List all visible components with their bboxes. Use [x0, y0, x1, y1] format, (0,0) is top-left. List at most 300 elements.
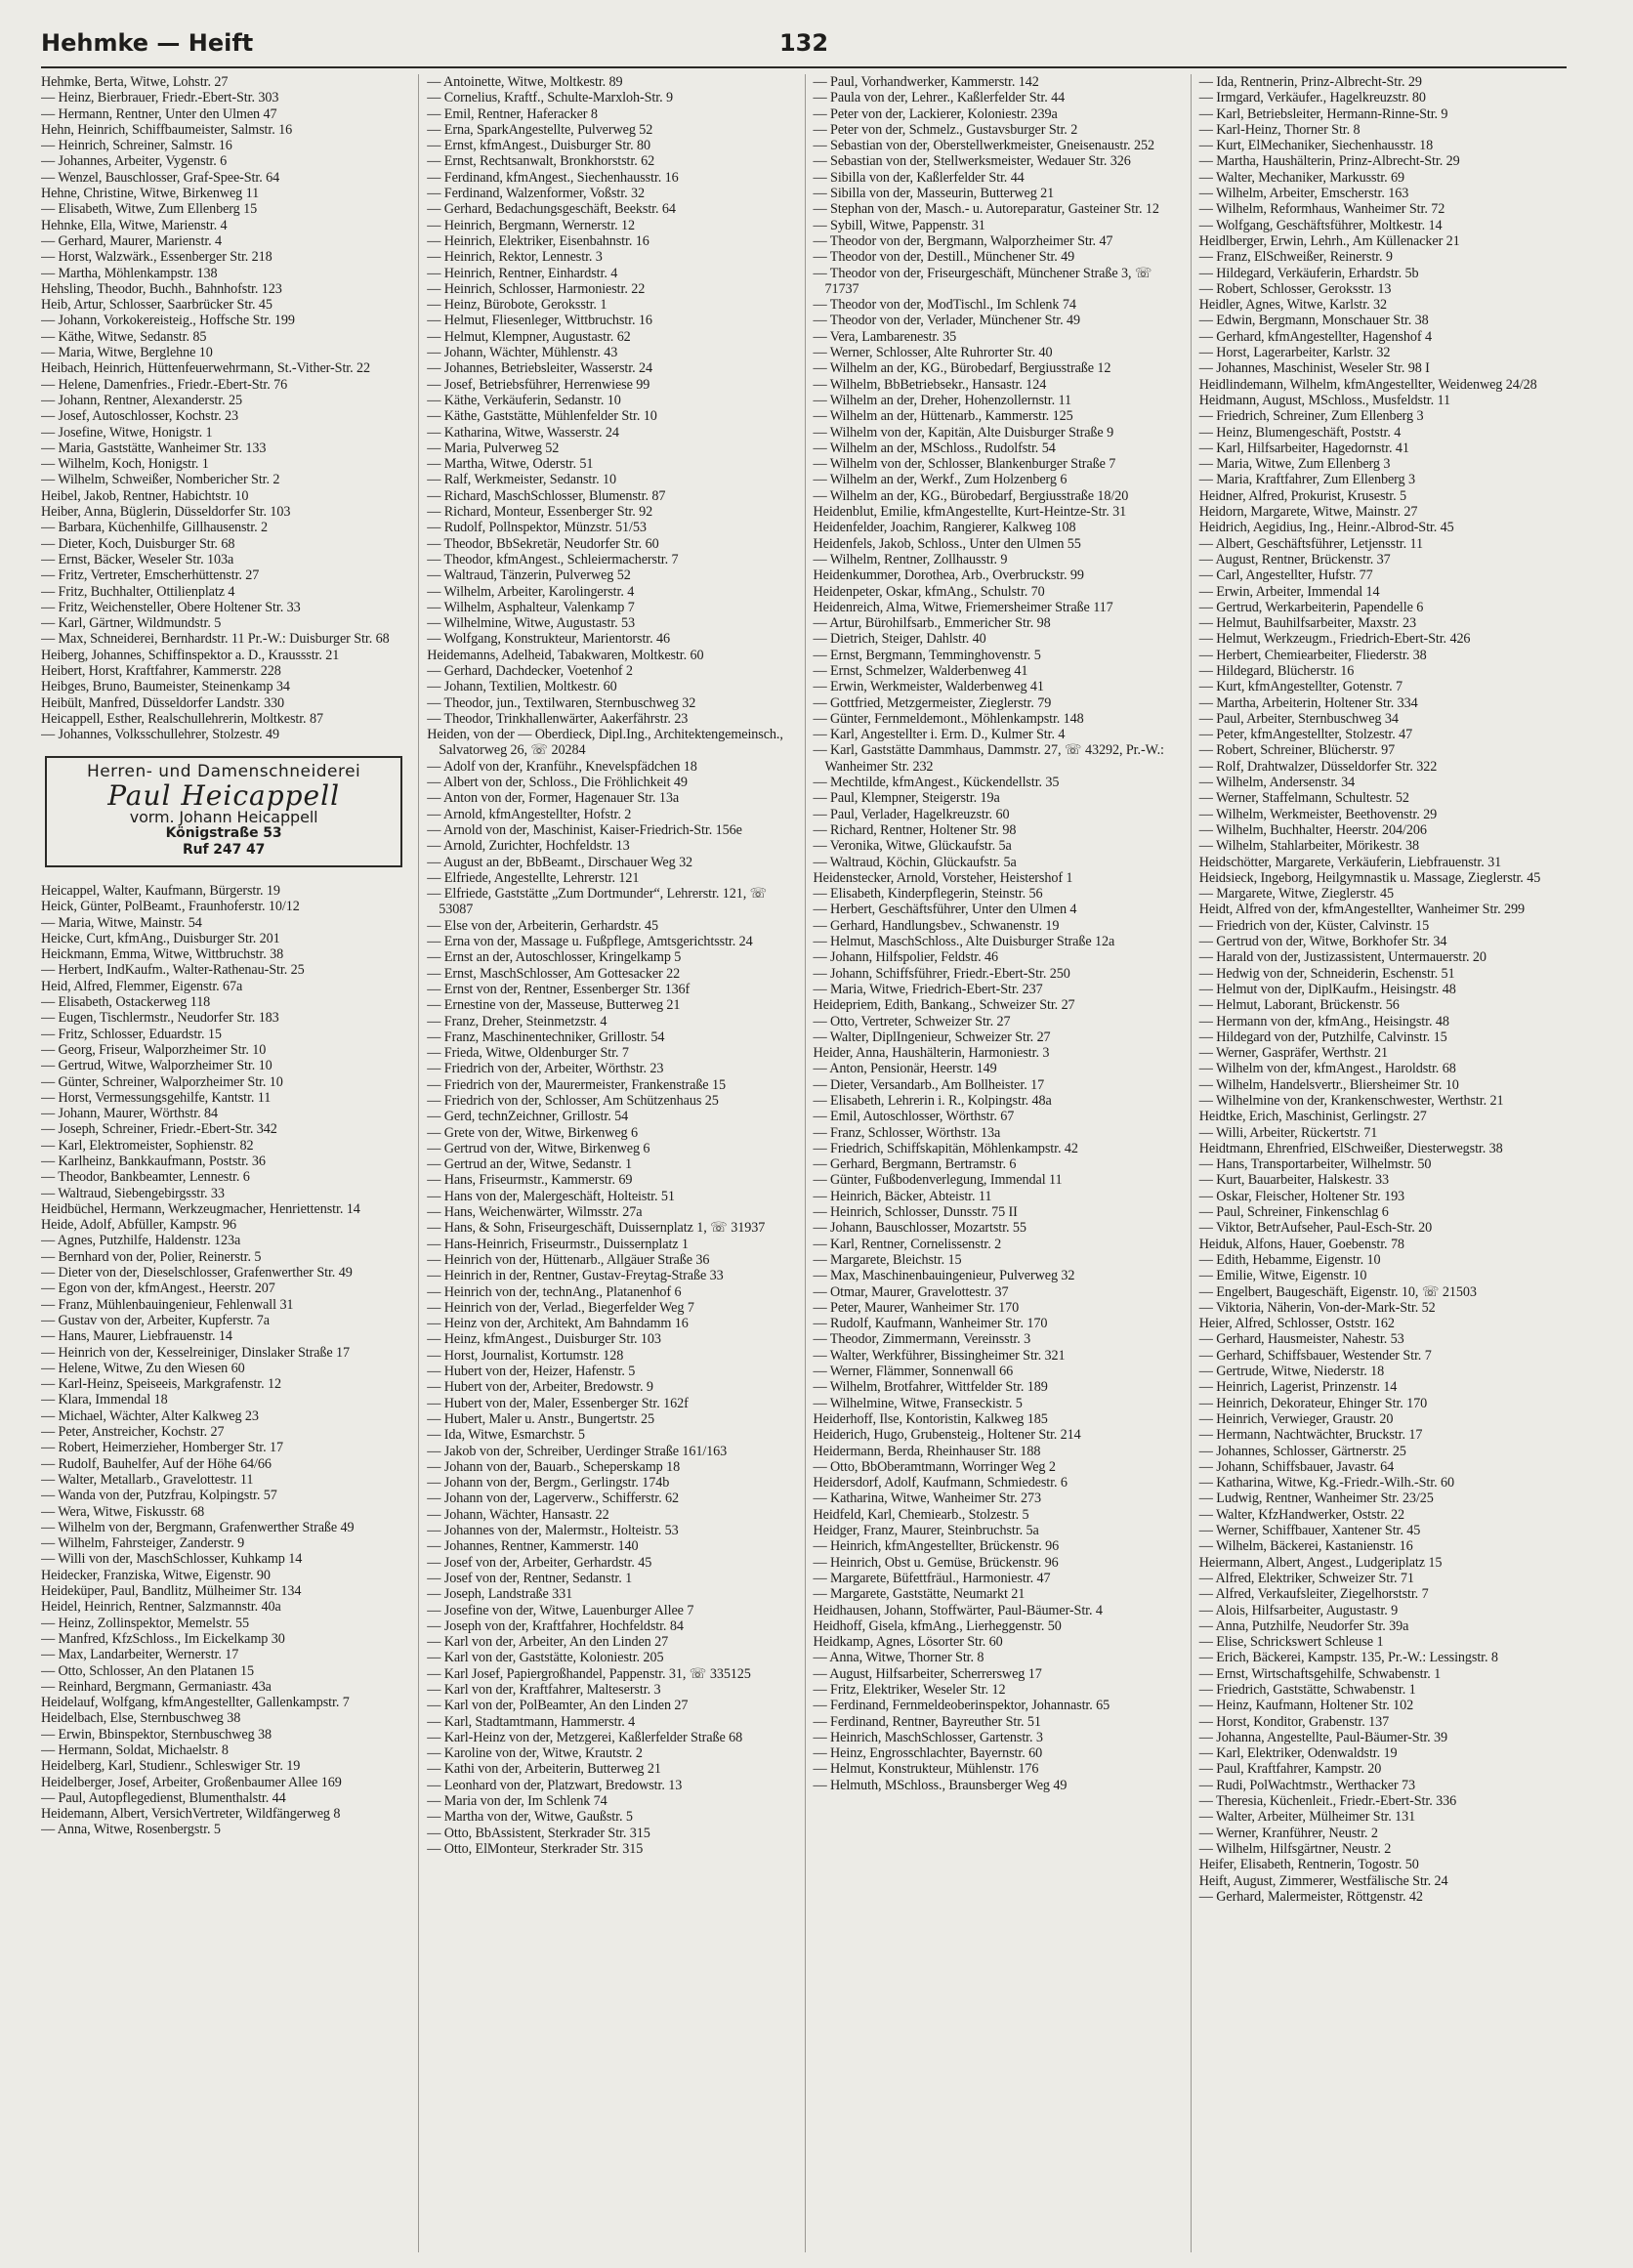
directory-entry: — Horst, Konditor, Grabenstr. 137 — [1198, 1713, 1390, 1730]
directory-entry: — Josef von der, Arbeiter, Gerhardstr. 45 — [427, 1554, 652, 1571]
directory-entry: — Erna, SparkAngestellte, Pulverweg 52 — [427, 121, 653, 138]
directory-entry: — Ernst, Bergmann, Temminghovenstr. 5 — [813, 647, 1041, 663]
directory-entry: — Max, Schneiderei, Bernhardstr. 11 Pr.-W.: Duisburger Str. 68 — [41, 631, 390, 648]
directory-entry: Hehn, Heinrich, Schiffbaumeister, Salmstr. 16 — [41, 121, 293, 138]
directory-entry: — Ernst von der, Rentner, Essenberger Str. 136f — [427, 981, 691, 997]
directory-entry: — Horst, Walzwärk., Essenberger Str. 218 — [41, 249, 272, 266]
directory-entry: — Ernst, Wirtschaftsgehilfe, Schwabenstr. 1 — [1198, 1665, 1442, 1682]
directory-entry: — Bernhard von der, Polier, Reinerstr. 5 — [41, 1248, 262, 1265]
directory-entry: — Wolfgang, Konstrukteur, Marientorstr. 46 — [427, 631, 671, 648]
directory-entry: — Otto, BbOberamtmann, Worringer Weg 2 — [813, 1458, 1056, 1475]
directory-entry: — Rudolf, Kaufmann, Wanheimer Str. 170 — [813, 1316, 1048, 1332]
directory-entry: — Johann von der, Bauarb., Scheperskamp 18 — [427, 1458, 681, 1475]
directory-entry: — Margarete, Gaststätte, Neumarkt 21 — [813, 1586, 1026, 1603]
directory-entry: — Kathi von der, Arbeiterin, Butterweg 21 — [427, 1761, 661, 1778]
directory-entry: — Wilhelmine, Witwe, Franseckistr. 5 — [813, 1395, 1023, 1411]
directory-entry: Heidrich, Aegidius, Ing., Heinr.-Albrod-Str. 45 — [1198, 520, 1454, 536]
directory-entry: — Maria, Witwe, Zum Ellenberg 3 — [1198, 456, 1391, 473]
directory-entry: — Rudolf, Bauhelfer, Auf der Höhe 64/66 — [41, 1455, 272, 1472]
directory-entry: Heidmann, August, MSchloss., Musfeldstr. 11 — [1198, 392, 1451, 408]
directory-entry: Heideküper, Paul, Bandlitz, Mülheimer Str. 134 — [41, 1583, 302, 1600]
directory-entry: — Heinz, Bierbrauer, Friedr.-Ebert-Str. 303 — [41, 90, 279, 106]
directory-entry: Heiberg, Johannes, Schiffinspektor a. D., Kraussstr. 21 — [41, 647, 340, 663]
directory-entry: — Johann, Bauschlosser, Mozartstr. 55 — [813, 1220, 1026, 1237]
directory-entry: — Hubert, Maler u. Anstr., Bungertstr. 25 — [427, 1410, 654, 1427]
directory-entry: — Walter, DiplIngenieur, Schweizer Str. 27 — [813, 1029, 1051, 1045]
directory-entry: — Walter, KfzHandwerker, Oststr. 22 — [1198, 1506, 1405, 1523]
directory-entry: — Arnold, Zurichter, Hochfeldstr. 13 — [427, 838, 630, 855]
directory-entry: — Barbara, Küchenhilfe, Gillhausenstr. 2 — [41, 520, 268, 536]
ad-signature: Paul Heicappell — [107, 778, 341, 812]
directory-entry: — Richard, Rentner, Holtener Str. 98 — [813, 821, 1017, 838]
directory-entry: — Albert, Geschäftsführer, Letjensstr. 11 — [1198, 535, 1423, 552]
directory-entry: — Wilhelm, Koch, Honigstr. 1 — [41, 456, 209, 473]
directory-entry: — Martha, Möhlenkampstr. 138 — [41, 265, 218, 281]
directory-entry: — Ernst an der, Autoschlosser, Kringelkamp 5 — [427, 949, 682, 966]
directory-entry: — Wilhelm, Andersenstr. 34 — [1198, 775, 1356, 791]
directory-entry: — Wilhelm, Reformhaus, Wanheimer Str. 72 — [1198, 201, 1445, 218]
directory-entry: — Johann, Wächter, Mühlenstr. 43 — [427, 345, 618, 361]
directory-entry: — Ernst, Bäcker, Weseler Str. 103a — [41, 551, 234, 567]
directory-entry: Heibel, Jakob, Rentner, Habichtstr. 10 — [41, 487, 249, 504]
directory-entry: — Johannes, Volksschullehrer, Stolzestr. 49 — [41, 727, 280, 743]
directory-entry: — Elisabeth, Ostackerweg 118 — [41, 994, 211, 1011]
directory-entry: — Hans, & Sohn, Friseurgeschäft, Duissernplatz 1, ☏ 31937 — [427, 1220, 766, 1237]
directory-entry: — Heinrich, Verwieger, Graustr. 20 — [1198, 1410, 1394, 1427]
directory-entry: — Johannes, Maschinist, Weseler Str. 98 I — [1198, 360, 1430, 377]
directory-entry: Heidenblut, Emilie, kfmAngestellte, Kurt-Heintze-Str. 31 — [813, 504, 1127, 521]
directory-entry: — Theodor von der, Friseurgeschäft, Münchener Straße 3, ☏ 71737 — [813, 265, 1152, 297]
directory-entry: — Mechtilde, kfmAngest., Kückendellstr. 35 — [813, 775, 1060, 791]
directory-entry: — Werner, Schiffbauer, Xantener Str. 45 — [1198, 1523, 1421, 1539]
directory-entry: — Dietrich, Steiger, Dahlstr. 40 — [813, 631, 986, 648]
page-header — [41, 25, 1567, 68]
directory-entry: — Paul, Verlader, Hagelkreuzstr. 60 — [813, 806, 1010, 822]
directory-entry: — Josef, Autoschlosser, Kochstr. 23 — [41, 408, 239, 425]
directory-entry: — Gertrude, Witwe, Niederstr. 18 — [1198, 1364, 1385, 1380]
directory-entry: — Ernst, kfmAngest., Duisburger Str. 80 — [427, 138, 650, 154]
directory-entry: — Theodor von der, ModTischl., Im Schlenk 74 — [813, 297, 1076, 314]
directory-entry: — Max, Maschinenbauingenieur, Pulverweg 32 — [813, 1268, 1075, 1284]
directory-entry: — Hubert von der, Arbeiter, Bredowstr. 9 — [427, 1379, 653, 1396]
directory-entry: Heidorn, Margarete, Witwe, Mainstr. 27 — [1198, 504, 1418, 521]
directory-entry: — Anton, Pensionär, Heerstr. 149 — [813, 1061, 997, 1077]
directory-entry: — Wilhelm an der, KG., Bürobedarf, Bergiusstraße 18/20 — [813, 487, 1129, 504]
directory-entry: — Maria, Witwe, Friedrich-Ebert-Str. 237 — [813, 981, 1043, 997]
directory-entry: — Johanna, Angestellte, Paul-Bäumer-Str. 39 — [1198, 1729, 1448, 1745]
directory-entry: — Alfred, Elektriker, Schweizer Str. 71 — [1198, 1570, 1414, 1586]
directory-entry: — Walter, Metallarb., Gravelottestr. 11 — [41, 1471, 254, 1488]
directory-entry: Heibach, Heinrich, Hüttenfeuerwehrmann, St.-Vither-Str. 22 — [41, 360, 371, 377]
directory-entry: — Ferdinand, Walzenformer, Voßstr. 32 — [427, 186, 645, 202]
directory-entry: — Kurt, Bauarbeiter, Halskestr. 33 — [1198, 1172, 1389, 1189]
directory-entry: — Hildegard, Blücherstr. 16 — [1198, 662, 1355, 679]
directory-entry: — Else von der, Arbeiterin, Gerhardstr. 45 — [427, 917, 659, 934]
directory-entry: — Gerhard, Handlungsbev., Schwanenstr. 19 — [813, 917, 1060, 934]
directory-entry: — Wenzel, Bauschlosser, Graf-Spee-Str. 64 — [41, 169, 280, 186]
column-2 — [418, 74, 794, 2252]
directory-entry: — Wilhelm an der, KG., Bürobedarf, Bergiusstraße 12 — [813, 360, 1111, 377]
directory-entry: — Helmut, Klempner, Augustastr. 62 — [427, 328, 631, 345]
directory-entry: — Josefine von der, Witwe, Lauenburger Allee 7 — [427, 1602, 694, 1618]
directory-entry: — Helmuth, MSchloss., Braunsberger Weg 49 — [813, 1777, 1068, 1793]
directory-entry: — Albert von der, Schloss., Die Fröhlichkeit 49 — [427, 775, 688, 791]
directory-entry: Heidsieck, Ingeborg, Heilgymnastik u. Massage, Zieglerstr. 45 — [1198, 869, 1541, 886]
directory-entry: — Maria, Pulverweg 52 — [427, 440, 560, 456]
directory-entry: — Margarete, Bleichstr. 15 — [813, 1251, 962, 1268]
directory-entry: — Helmut, Bauhilfsarbeiter, Maxstr. 23 — [1198, 615, 1416, 632]
directory-entry: — Viktoria, Näherin, Von-der-Mark-Str. 52 — [1198, 1299, 1436, 1316]
directory-entry: — Fritz, Vertreter, Emscherhüttenstr. 27 — [41, 567, 260, 584]
directory-entry: — Heinrich, Obst u. Gemüse, Brückenstr. 96 — [813, 1554, 1059, 1571]
directory-entry: — Helmut, Werkzeugm., Friedrich-Ebert-Str. 426 — [1198, 631, 1471, 648]
directory-entry: Heidenfels, Jakob, Schloss., Unter den Ulmen 55 — [813, 535, 1081, 552]
directory-entry: Heidenstecker, Arnold, Vorsteher, Heistershof 1 — [813, 869, 1073, 886]
directory-entry: — Hans, Transportarbeiter, Wilhelmstr. 50 — [1198, 1156, 1432, 1173]
directory-entry: Heicappell, Esther, Realschullehrerin, Moltkestr. 87 — [41, 710, 323, 727]
directory-entry: — Arnold von der, Maschinist, Kaiser-Friedrich-Str. 156e — [427, 821, 742, 838]
directory-entry: Heiderich, Hugo, Grubensteig., Holtener Str. 214 — [813, 1427, 1081, 1444]
directory-entry: — Erwin, Arbeiter, Immendal 14 — [1198, 583, 1380, 600]
directory-entry: — Martha, Arbeiterin, Holtener Str. 334 — [1198, 694, 1418, 711]
directory-entry: — Theodor von der, Verlader, Münchener Str. 49 — [813, 313, 1080, 329]
directory-entry: — Hans von der, Malergeschäft, Holteistr. 51 — [427, 1188, 675, 1204]
directory-entry: — Helmut, Fliesenleger, Wittbruchstr. 16 — [427, 313, 652, 329]
column-1 — [41, 74, 408, 2252]
directory-entry: Heidt, Alfred von der, kfmAngestellter, Wanheimer Str. 299 — [1198, 902, 1526, 918]
directory-entry: — Sebastian von der, Stellwerksmeister, Wedauer Str. 326 — [813, 153, 1131, 170]
column-2-entries — [427, 74, 794, 1857]
directory-entry: Heiber, Anna, Büglerin, Düsseldorfer Str. 103 — [41, 504, 291, 521]
column-4 — [1191, 74, 1567, 2252]
directory-entry: — Manfred, KfzSchloss., Im Eickelkamp 30 — [41, 1630, 285, 1647]
directory-entry: — Johann, Wächter, Hansastr. 22 — [427, 1506, 609, 1523]
directory-entry: — Gerhard, Malermeister, Röttgenstr. 42 — [1198, 1888, 1423, 1905]
directory-entry: Heickmann, Emma, Witwe, Wittbruchstr. 38 — [41, 946, 284, 963]
directory-entry: — Irmgard, Verkäufer., Hagelkreuzstr. 80 — [1198, 90, 1426, 106]
directory-entry: — Hermann von der, kfmAng., Heisingstr. 48 — [1198, 1013, 1449, 1029]
directory-entry: — Gertrud von der, Witwe, Birkenweg 6 — [427, 1140, 650, 1156]
directory-entry: — Emil, Autoschlosser, Wörthstr. 67 — [813, 1109, 1015, 1125]
directory-entry: — Friedrich von der, Schlosser, Am Schützenhaus 25 — [427, 1093, 719, 1109]
directory-entry: Heidelauf, Wolfgang, kfmAngestellter, Gallenkampstr. 7 — [41, 1695, 350, 1711]
directory-entry: — Peter von der, Schmelz., Gustavsburger Str. 2 — [813, 121, 1078, 138]
directory-entry: Heidenfelder, Joachim, Rangierer, Kalkweg 108 — [813, 520, 1076, 536]
directory-entry: — Heinz, Kaufmann, Holtener Str. 102 — [1198, 1698, 1414, 1714]
directory-entry: Heidtmann, Ehrenfried, ElSchweißer, Diesterwegstr. 38 — [1198, 1140, 1503, 1156]
directory-entry: Heiduk, Alfons, Hauer, Goebenstr. 78 — [1198, 1236, 1404, 1252]
directory-entry: — Otto, ElMonteur, Sterkrader Str. 315 — [427, 1840, 644, 1857]
directory-entry: — Elfriede, Gaststätte „Zum Dortmunder“, Lehrerstr. 121, ☏ 53087 — [427, 886, 768, 918]
directory-entry: — Joseph, Landstraße 331 — [427, 1586, 573, 1603]
directory-entry: — Maria, Witwe, Berglehne 10 — [41, 345, 213, 361]
directory-entry: — Karl, Elektromeister, Sophienstr. 82 — [41, 1137, 254, 1154]
directory-entry: — Karl-Heinz, Thorner Str. 8 — [1198, 121, 1361, 138]
directory-entry: — Wilhelmine, Witwe, Augustastr. 53 — [427, 615, 636, 632]
directory-entry: Heidenreich, Alma, Witwe, Friemersheimer Straße 117 — [813, 599, 1113, 615]
directory-entry: — Gertrud von der, Witwe, Borkhofer Str. 34 — [1198, 934, 1447, 950]
directory-entry: — Carl, Angestellter, Hufstr. 77 — [1198, 567, 1373, 584]
directory-entry: — Heinrich, Rektor, Lennestr. 3 — [427, 249, 603, 266]
directory-entry: — Erwin, Werkmeister, Walderbenweg 41 — [813, 679, 1044, 695]
directory-entry: — Wilhelm, Schweißer, Nombericher Str. 2 — [41, 472, 280, 488]
directory-entry: — Ernst, Rechtsanwalt, Bronkhorststr. 62 — [427, 153, 655, 170]
directory-entry: Heibült, Manfred, Düsseldorfer Landstr. 330 — [41, 694, 285, 711]
directory-entry: Heick, Günter, PolBeamt., Fraunhoferstr. 10/12 — [41, 899, 300, 915]
tailor-advertisement — [45, 756, 402, 866]
directory-entry: — Käthe, Verkäuferin, Sedanstr. 10 — [427, 392, 621, 408]
directory-entry: — Hildegard von der, Putzhilfe, Calvinstr. 15 — [1198, 1029, 1447, 1045]
directory-entry: — Gertrud, Werkarbeiterin, Papendelle 6 — [1198, 599, 1424, 615]
directory-entry: — Heinrich, Schlosser, Dunsstr. 75 II — [813, 1204, 1018, 1221]
directory-entry: Heift, August, Zimmerer, Westfälische Str. 24 — [1198, 1872, 1448, 1889]
directory-entry: Heidschötter, Margarete, Verkäuferin, Liebfrauenstr. 31 — [1198, 854, 1502, 870]
directory-entry: — Sibilla von der, Masseurin, Butterweg 21 — [813, 186, 1055, 202]
directory-entry: — Heinrich, Rentner, Einhardstr. 4 — [427, 265, 618, 281]
directory-entry: — Werner, Staffelmann, Schultestr. 52 — [1198, 790, 1409, 807]
directory-entry: — Heinrich, Lagerist, Prinzenstr. 14 — [1198, 1379, 1398, 1396]
directory-entry: Heibges, Bruno, Baumeister, Steinenkamp 34 — [41, 679, 290, 695]
directory-entry: — Maria, Gaststätte, Wanheimer Str. 133 — [41, 440, 267, 456]
directory-entry: Heicke, Curt, kfmAng., Duisburger Str. 201 — [41, 930, 280, 946]
directory-entry: — Karl, Hilfsarbeiter, Hagedornstr. 41 — [1198, 440, 1409, 456]
directory-entry: — Karl, Gaststätte Dammhaus, Dammstr. 27, ☏ 43292, Pr.-W.: Wanheimer Str. 232 — [813, 742, 1164, 775]
directory-entry: — Gerhard, Maurer, Marienstr. 4 — [41, 232, 223, 249]
directory-entry: — Waltraud, Siebengebirgsstr. 33 — [41, 1185, 225, 1201]
directory-entry: — Anton von der, Former, Hagenauer Str. 13a — [427, 790, 680, 807]
directory-entry: — Theodor, kfmAngest., Schleiermacherstr. 7 — [427, 551, 679, 567]
directory-entry: — Wilhelm, Asphalteur, Valenkamp 7 — [427, 599, 635, 615]
directory-entry: — Gerhard, kfmAngestellter, Hagenshof 4 — [1198, 328, 1432, 345]
directory-entry: — Wera, Witwe, Fiskusstr. 68 — [41, 1503, 205, 1520]
directory-entry: — Heinrich, Schreiner, Salmstr. 16 — [41, 138, 232, 154]
directory-entry: — Herbert, IndKaufm., Walter-Rathenau-Str. 25 — [41, 962, 305, 979]
directory-entry: — Heinrich in der, Rentner, Gustav-Freytag-Straße 33 — [427, 1268, 724, 1284]
directory-entry: — Josefine, Witwe, Honigstr. 1 — [41, 424, 213, 441]
directory-entry: — Erna von der, Massage u. Fußpflege, Amtsgerichtsstr. 24 — [427, 934, 753, 950]
page-number: 132 — [778, 29, 829, 57]
directory-entry: — Paul, Autopflegedienst, Blumenthalstr. 44 — [41, 1789, 286, 1806]
directory-entry: — August an der, BbBeamt., Dirschauer Weg 32 — [427, 854, 693, 870]
directory-entry: — Theodor, jun., Textilwaren, Sternbuschweg 32 — [427, 694, 696, 711]
directory-entry: — Franz, Mühlenbauingenieur, Fehlenwall 31 — [41, 1296, 294, 1313]
directory-entry: — Karl, Rentner, Cornelissenstr. 2 — [813, 1236, 1002, 1252]
directory-entry: — Johann, Maurer, Wörthstr. 84 — [41, 1106, 218, 1122]
directory-entry: — Peter von der, Lackierer, Koloniestr. 239a — [813, 105, 1058, 122]
directory-entry: Heifer, Elisabeth, Rentnerin, Togostr. 50 — [1198, 1857, 1419, 1873]
ad-phone: Ruf 247 47 — [182, 841, 266, 858]
directory-entry: — Karl, Stadtamtmann, Hammerstr. 4 — [427, 1713, 636, 1730]
directory-entry: — Otto, Vertreter, Schweizer Str. 27 — [813, 1013, 1011, 1029]
directory-entry: — Johann, Schiffsführer, Friedr.-Ebert-Str. 250 — [813, 965, 1070, 982]
directory-entry: — Heinrich, Bergmann, Wernerstr. 12 — [427, 217, 635, 233]
directory-entry: — Rolf, Drahtwalzer, Düsseldorfer Str. 322 — [1198, 758, 1438, 775]
directory-entry: — Wanda von der, Putzfrau, Kolpingstr. 57 — [41, 1488, 277, 1504]
directory-entry: — Karl, Betriebsleiter, Hermann-Rinne-Str. 9 — [1198, 105, 1448, 122]
directory-entry: — Karl Josef, Papiergroßhandel, Pappenstr. 31, ☏ 335125 — [427, 1665, 751, 1682]
directory-entry: — Johannes, Schlosser, Gärtnerstr. 25 — [1198, 1443, 1406, 1459]
directory-entry: Heidner, Alfred, Prokurist, Krusestr. 5 — [1198, 487, 1407, 504]
column-3-entries — [814, 74, 1181, 1793]
directory-entry: — Johann, Vorkokereisteig., Hoffsche Str. 199 — [41, 313, 295, 329]
directory-entry: — Hans-Heinrich, Friseurmstr., Duissernplatz 1 — [427, 1236, 689, 1252]
directory-entry: — Ida, Rentnerin, Prinz-Albrecht-Str. 29 — [1198, 74, 1422, 90]
directory-entry: — Wilhelm, Stahlarbeiter, Mörikestr. 38 — [1198, 838, 1419, 855]
directory-entry: — Sibilla von der, Kaßlerfelder Str. 44 — [813, 169, 1025, 186]
directory-entry: — Friedrich von der, Arbeiter, Wörthstr. 23 — [427, 1061, 664, 1077]
directory-entry: — Johann, Textilien, Moltkestr. 60 — [427, 679, 617, 695]
directory-entry: — Heinrich von der, Hüttenarb., Allgäuer Straße 36 — [427, 1251, 710, 1268]
directory-entry: — Richard, MaschSchlosser, Blumenstr. 87 — [427, 487, 666, 504]
directory-entry: — Karl, Elektriker, Odenwaldstr. 19 — [1198, 1745, 1398, 1762]
directory-entry: — Frieda, Witwe, Oldenburger Str. 7 — [427, 1045, 629, 1062]
directory-entry: — Richard, Monteur, Essenberger Str. 92 — [427, 504, 653, 521]
directory-entry: — Helene, Witwe, Zu den Wiesen 60 — [41, 1360, 245, 1376]
directory-entry: — Wilhelm, Arbeiter, Emscherstr. 163 — [1198, 186, 1409, 202]
directory-entry: — Erich, Bäckerei, Kampstr. 135, Pr.-W.: Lessingstr. 8 — [1198, 1650, 1498, 1666]
directory-entry: Heiermann, Albert, Angest., Ludgeriplatz 15 — [1198, 1554, 1443, 1571]
directory-entry: — Helmut, Laborant, Brückenstr. 56 — [1198, 997, 1400, 1014]
directory-entry: — Emil, Rentner, Haferacker 8 — [427, 105, 598, 122]
directory-entry: — Erwin, Bbinspektor, Sternbuschweg 38 — [41, 1726, 272, 1743]
directory-entry: Heidecker, Franziska, Witwe, Eigenstr. 90 — [41, 1567, 271, 1583]
directory-entry: — Wilhelm, Arbeiter, Karolingerstr. 4 — [427, 583, 635, 600]
directory-entry: — Friedrich von der, Küster, Calvinstr. 15 — [1198, 917, 1430, 934]
directory-entry: — Horst, Journalist, Kortumstr. 128 — [427, 1347, 624, 1364]
directory-entry: — Otmar, Maurer, Gravelottestr. 37 — [813, 1283, 1009, 1300]
directory-entry: — Katharina, Witwe, Wanheimer Str. 273 — [813, 1491, 1042, 1507]
directory-entry: — Hedwig von der, Schneiderin, Eschenstr. 51 — [1198, 965, 1455, 982]
directory-entry: — Gertrud, Witwe, Walporzheimer Str. 10 — [41, 1058, 272, 1074]
directory-entry: — Theodor von der, Bergmann, Walporzheimer Str. 47 — [813, 232, 1113, 249]
directory-entry: — Heinz, Engrosschlachter, Bayernstr. 60 — [813, 1745, 1043, 1762]
directory-entry: Heidel, Heinrich, Rentner, Salzmannstr. 40a — [41, 1599, 281, 1616]
directory-entry: — Karlheinz, Bankkaufmann, Poststr. 36 — [41, 1154, 266, 1169]
directory-entry: — Margarete, Witwe, Zieglerstr. 45 — [1198, 886, 1394, 903]
directory-entry: Heidkamp, Agnes, Lösorter Str. 60 — [813, 1634, 1003, 1651]
directory-entry: Hehmke, Berta, Witwe, Lohstr. 27 — [41, 74, 229, 90]
directory-entry: — Fritz, Buchhalter, Ottilienplatz 4 — [41, 583, 235, 600]
directory-entry: — Herbert, Geschäftsführer, Unter den Ulmen 4 — [813, 902, 1077, 918]
directory-entry: — Horst, Vermessungsgehilfe, Kantstr. 11 — [41, 1089, 272, 1106]
directory-entry: Heicappel, Walter, Kaufmann, Bürgerstr. 19 — [41, 882, 280, 899]
directory-entry: — Hans, Friseurmstr., Kammerstr. 69 — [427, 1172, 633, 1189]
directory-entry: — Horst, Lagerarbeiter, Karlstr. 32 — [1198, 345, 1391, 361]
directory-entry: — Willi, Arbeiter, Rückertstr. 71 — [1198, 1124, 1378, 1141]
directory-entry: — Ferdinand, kfmAngest., Siechenhausstr. 16 — [427, 169, 679, 186]
directory-entry: — Margarete, Büfettfräul., Harmoniestr. 47 — [813, 1570, 1051, 1586]
directory-entry: Heiden, von der — Oberdieck, Dipl.Ing., Architektengemeinsch., Salvatorweg 26, ☏ 20284 — [427, 727, 783, 759]
directory-entry: — Hubert von der, Heizer, Hafenstr. 5 — [427, 1364, 636, 1380]
directory-entry: — Sebastian von der, Oberstellwerkmeister, Gneisenaustr. 252 — [813, 138, 1154, 154]
directory-entry: — Wilhelm, Hilfsgärtner, Neustr. 2 — [1198, 1840, 1392, 1857]
directory-entry: — Emilie, Witwe, Eigenstr. 10 — [1198, 1268, 1367, 1284]
column-4-entries — [1199, 74, 1567, 1905]
directory-entry: — August, Hilfsarbeiter, Scherrersweg 17 — [813, 1665, 1042, 1682]
directory-entry: — Cornelius, Kraftf., Schulte-Marxloh-Str. 9 — [427, 90, 673, 106]
directory-entry: — Heinz von der, Architekt, Am Bahndamm 16 — [427, 1316, 689, 1332]
directory-entry: — Artur, Bürohilfsarb., Emmericher Str. 98 — [813, 615, 1051, 632]
directory-entry: — Veronika, Witwe, Glückaufstr. 5a — [813, 838, 1012, 855]
directory-entry: — Karl, Gärtner, Wildmundstr. 5 — [41, 615, 222, 632]
directory-entry: — Elisabeth, Lehrerin i. R., Kolpingstr. 48a — [813, 1093, 1052, 1109]
directory-entry: — Josef von der, Rentner, Sedanstr. 1 — [427, 1570, 633, 1586]
directory-entry: — Gerhard, Hausmeister, Nahestr. 53 — [1198, 1331, 1404, 1348]
directory-entry: — Gottfried, Metzgermeister, Zieglerstr. 79 — [813, 694, 1052, 711]
directory-entry: — Johann, Rentner, Alexanderstr. 25 — [41, 392, 242, 408]
directory-entry: — Alfred, Verkaufsleiter, Ziegelhorststr. 7 — [1198, 1586, 1429, 1603]
directory-entry: — Wilhelm an der, Dreher, Hohenzollernstr. 11 — [813, 392, 1071, 408]
directory-entry: — Walter, Arbeiter, Mülheimer Str. 131 — [1198, 1809, 1416, 1826]
directory-entry: — Heinrich, Schlosser, Harmoniestr. 22 — [427, 280, 646, 297]
directory-entry: — Hans, Maurer, Liebfrauenstr. 14 — [41, 1328, 232, 1345]
directory-entry: — Hans, Weichenwärter, Wilmsstr. 27a — [427, 1204, 643, 1221]
directory-entry: — Gerhard, Schiffsbauer, Westender Str. 7 — [1198, 1347, 1432, 1364]
directory-entry: — Max, Landarbeiter, Wernerstr. 17 — [41, 1647, 239, 1663]
directory-entry: — Otto, Schlosser, An den Platanen 15 — [41, 1662, 254, 1679]
directory-entry: — Dieter, Koch, Duisburger Str. 68 — [41, 535, 235, 552]
directory-entry: Heidenpeter, Oskar, kfmAng., Schulstr. 70 — [813, 583, 1045, 600]
directory-entry: — Antoinette, Witwe, Moltkestr. 89 — [427, 74, 623, 90]
directory-entry: — Klara, Immendal 18 — [41, 1392, 168, 1408]
directory-entry: — Otto, BbAssistent, Sterkrader Str. 315 — [427, 1825, 650, 1841]
directory-entry: — Fritz, Weichensteller, Obere Holtener Str. 33 — [41, 599, 301, 615]
directory-entry: Heidenkummer, Dorothea, Arb., Overbruckstr. 99 — [813, 567, 1084, 584]
directory-entry: — Günter, Schreiner, Walporzheimer Str. 10 — [41, 1073, 283, 1090]
directory-entry: — Joseph, Schreiner, Friedr.-Ebert-Str. 342 — [41, 1121, 277, 1138]
directory-entry: — Wilhelm, Brotfahrer, Wittfelder Str. 189 — [813, 1379, 1048, 1396]
directory-entry: — Waltraud, Tänzerin, Pulverweg 52 — [427, 567, 631, 584]
directory-entry: — Karl-Heinz von der, Metzgerei, Kaßlerfelder Straße 68 — [427, 1729, 743, 1745]
directory-entry: — Fritz, Schlosser, Eduardstr. 15 — [41, 1026, 222, 1042]
directory-entry: Heidelberger, Josef, Arbeiter, Großenbaumer Allee 169 — [41, 1774, 342, 1790]
directory-entry: Heiderhoff, Ilse, Kontoristin, Kalkweg 185 — [813, 1410, 1048, 1427]
directory-columns — [41, 74, 1567, 2252]
directory-entry: — Heinrich, kfmAngestellter, Brückenstr. 96 — [813, 1538, 1060, 1555]
directory-entry: — Ernestine von der, Masseuse, Butterweg 21 — [427, 997, 681, 1014]
directory-entry: — Heinz, kfmAngest., Duisburger Str. 103 — [427, 1331, 661, 1348]
directory-entry: — Gerd, technZeichner, Grillostr. 54 — [427, 1109, 629, 1125]
directory-entry: — Oskar, Fleischer, Holtener Str. 193 — [1198, 1188, 1405, 1204]
directory-entry: — Gerhard, Bergmann, Bertramstr. 6 — [813, 1156, 1017, 1173]
directory-entry: — Michael, Wächter, Alter Kalkweg 23 — [41, 1407, 259, 1424]
directory-entry: — Willi von der, MaschSchlosser, Kuhkamp 14 — [41, 1551, 303, 1568]
directory-entry: — Franz, Schlosser, Wörthstr. 13a — [813, 1124, 1001, 1141]
directory-entry: — Waltraud, Köchin, Glückaufstr. 5a — [813, 854, 1017, 870]
directory-entry: — Friedrich, Schreiner, Zum Ellenberg 3 — [1198, 408, 1424, 425]
directory-entry: Heidelbach, Else, Sternbuschweg 38 — [41, 1710, 241, 1727]
directory-entry: — Gustav von der, Arbeiter, Kupferstr. 7a — [41, 1312, 270, 1328]
directory-entry: — Karl, Angestellter i. Erm. D., Kulmer Str. 4 — [813, 727, 1066, 743]
directory-entry: — Helmut von der, DiplKaufm., Heisingstr. 48 — [1198, 981, 1456, 997]
directory-entry: — Maria, Kraftfahrer, Zum Ellenberg 3 — [1198, 472, 1415, 488]
directory-entry: Heidlberger, Erwin, Lehrh., Am Küllenacker 21 — [1198, 232, 1460, 249]
directory-entry: — Wilhelm, BbBetriebsekr., Hansastr. 124 — [813, 376, 1047, 393]
directory-entry: — Robert, Heimerzieher, Homberger Str. 17 — [41, 1440, 284, 1456]
directory-entry: — Peter, Maurer, Wanheimer Str. 170 — [813, 1299, 1020, 1316]
directory-entry: — Walter, Werkführer, Bissingheimer Str. 321 — [813, 1347, 1066, 1364]
directory-entry: — Heinrich, Dekorateur, Ehinger Str. 170 — [1198, 1395, 1428, 1411]
directory-entry: — Eugen, Tischlermstr., Neudorfer Str. 183 — [41, 1010, 279, 1027]
directory-entry: — Elisabeth, Kinderpflegerin, Steinstr. 56 — [813, 886, 1043, 903]
directory-entry: Heider, Anna, Haushälterin, Harmoniestr. 3 — [813, 1045, 1050, 1062]
directory-entry: — Johann von der, Lagerverw., Schifferstr. 62 — [427, 1491, 679, 1507]
column-1-entries-top — [41, 74, 408, 742]
directory-entry: Heidemann, Albert, VersichVertreter, Wildfängerweg 8 — [41, 1806, 341, 1823]
directory-entry: — Ferdinand, Rentner, Bayreuther Str. 51 — [813, 1713, 1041, 1730]
directory-entry: — Wilhelm, Fahrsteiger, Zanderstr. 9 — [41, 1535, 245, 1552]
directory-entry: — Werner, Schlosser, Alte Ruhrorter Str. 40 — [813, 345, 1053, 361]
